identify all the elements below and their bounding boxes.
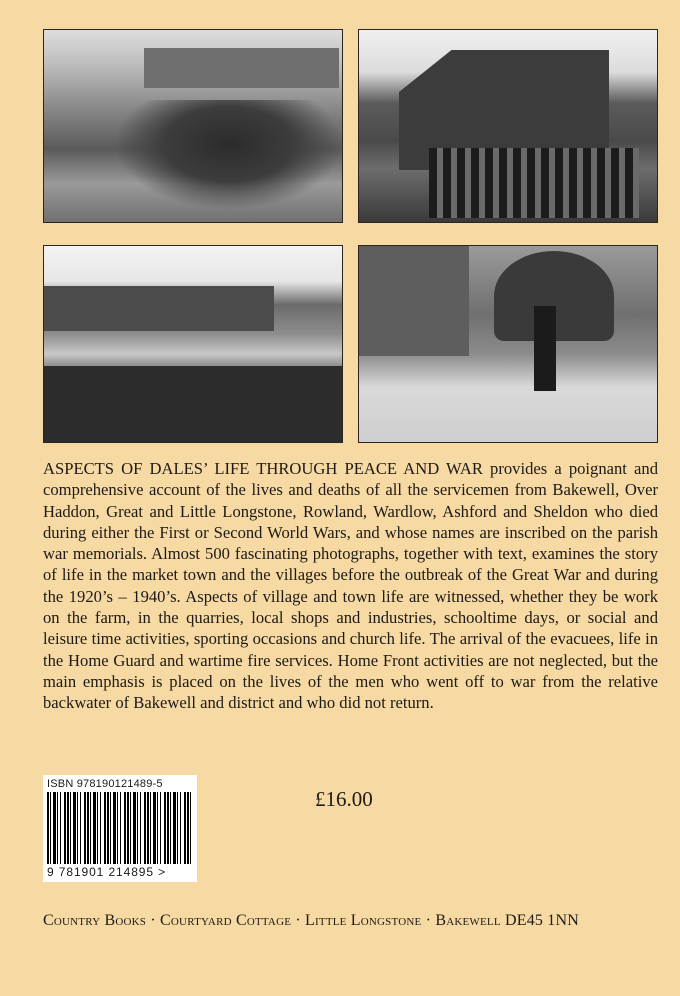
photo-hay-cart	[358, 245, 658, 443]
photo-hillside-field	[44, 366, 343, 443]
photo-church-group	[358, 29, 658, 223]
photo-farmer	[534, 306, 556, 391]
photo-village-green	[43, 245, 343, 443]
photo-cottage	[359, 246, 469, 356]
price: £16.00	[315, 787, 373, 811]
isbn-barcode	[43, 775, 197, 882]
barcode-bars	[47, 792, 193, 864]
publisher-line: Country Books · Courtyard Cottage · Little Longstone · Bakewell DE45 1NN	[43, 912, 580, 929]
book-description: ASPECTS OF DALES’ LIFE THROUGH PEACE AND WAR provides a poignant and comprehensive account of the lives and deaths of all the servicemen from Bakewell, Over Haddon, Great and Little Longstone, Rowland, Wardlow, Ashford and Sheldon who died during either the First or Second World Wars, and whose names are inscribed on the parish war memorials. Almost 500 fascinating photographs, together with text, examines the story of life in the market town and the villages before the outbreak of the Great War and during the 1920’s – 1940’s. Aspects of village and town life are witnessed, whether they be work on the farm, in the quarries, local shops and industries, schooltime days, or social and leisure time activities, sporting occasions and church life. The arrival of the evacuees, life in the Home Guard and wartime fire services. Home Front activities are not neglected, but the main emphasis is placed on the lives of the men who went off to war from the relative backwater of Bakewell and district and who did not return.	[43, 459, 658, 713]
isbn-label: ISBN 978190121489-5	[47, 778, 163, 790]
photo-soldiers-horses	[114, 100, 343, 210]
photo-village-houses	[44, 286, 274, 331]
photo-building-roof	[144, 48, 339, 88]
photo-people-group	[429, 148, 639, 218]
photo-soldiers-street	[43, 29, 343, 223]
barcode-number: 9 781901 214895 >	[47, 865, 167, 879]
